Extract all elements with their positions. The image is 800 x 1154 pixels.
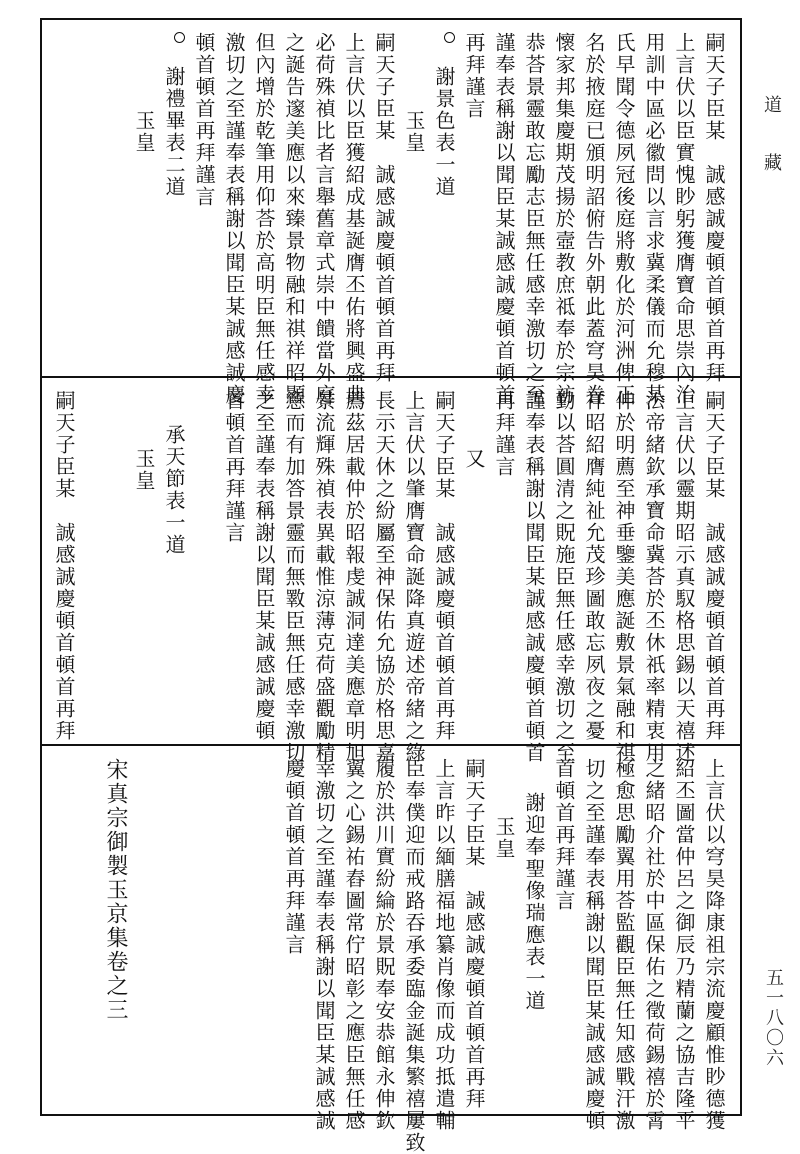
text-column: 首頓首再拜謹言	[222, 390, 246, 544]
deity-title: 玉皇	[132, 448, 156, 492]
text-column: 嗣天子臣某 誠感誠慶頓首頓首再拜	[702, 32, 726, 384]
text-column: 切之至謹奉表稱謝以聞臣某誠感誠慶頓	[582, 758, 606, 1132]
text-column: 嗣天子臣某 誠感誠慶頓首頓首再拜	[702, 390, 726, 742]
text-column: 慶頓首頓首再拜謹言	[282, 758, 306, 956]
text-column: 首頓首再拜謹言	[552, 758, 576, 912]
text-column: 幸激切之至謹奉表稱謝以聞臣某誠感誠	[312, 758, 336, 1132]
text-column: 但內增於乾筆用仰荅於高明臣無任感幸	[252, 32, 276, 406]
text-column: 懷家邦集慶期茂揚於壼教庶祗奉於宗祊	[552, 32, 576, 406]
text-column: 嗣天子臣某 誠感誠慶頓首頓首再拜	[462, 758, 486, 1110]
source-label: 道藏	[761, 95, 782, 211]
deity-title: 玉皇	[132, 110, 156, 154]
text-column: 再拜謹言	[492, 390, 516, 478]
text-column: 翼之心錫祐舂圖常佇昭彰之應臣無任感	[342, 758, 366, 1132]
text-column: 氏早聞令德夙冠後庭將敷化於河洲俾正	[612, 32, 636, 406]
text-column: 上言伏以穹昊降康祖宗流慶顧惟眇德獲	[702, 758, 726, 1132]
text-column: 嗣天子臣某 誠感誠慶頓首頓首再拜	[52, 390, 76, 742]
text-column: 頓首頓首再拜謹言	[192, 32, 216, 208]
section-title: 謝迎奉聖像瑞應表一道	[522, 792, 546, 1012]
text-column: 上言伏以臣實愧眇躬獲膺寶命思崇內治	[672, 32, 696, 406]
text-column: 再拜謹言	[462, 32, 486, 120]
text-column: 名於掖庭已頒明詔俯告外朝此蓋穹昊眷	[582, 32, 606, 406]
text-column: 謹奉表稱謝以聞臣某誠感誠慶頓首頓首	[492, 32, 516, 406]
text-column: 必荷殊禎比者言舉舊章式崇中饋當外庭	[312, 32, 336, 406]
text-column: 極愈思勵翼用荅監觀臣無任知感戰汗激	[612, 758, 636, 1132]
page-number: 五一八〇六	[763, 968, 784, 1068]
text-column: 上言伏以靈期昭示真馭格思錫以天禧述	[672, 390, 696, 764]
section-title: 又	[462, 448, 486, 470]
panel-2	[42, 378, 740, 764]
text-column: 祥昭紹膺純祉允茂珍圖敢忘夙夜之憂	[582, 390, 606, 742]
text-column: 勤以荅圓清之貺施臣無任感幸激切之至	[552, 390, 576, 764]
text-column: 嗣天子臣某 誠感誠慶頓首頓首再拜	[432, 390, 456, 742]
section-circle-marker	[444, 32, 455, 43]
text-column: 嗣天子臣某 誠感誠慶頓首頓首再拜	[372, 32, 396, 384]
text-column: 激切之至謹奉表稱謝以聞臣某誠感誠慶	[222, 32, 246, 406]
text-column: 臣奉僕迎而戒路吞承委臨金誕集繁禧屢致	[402, 758, 426, 1154]
text-column: 用訓中區必徽問以言求冀柔儀而允穆某	[642, 32, 666, 406]
deity-title: 玉皇	[492, 816, 516, 860]
text-column: 薦茲居載仲於昭報虔誠洞達美應章明旭	[342, 390, 366, 764]
text-column: 謹奉表稱謝以聞臣某誠感誠慶頓首頓首	[522, 390, 546, 764]
text-column: 景流輝殊禎表異載惟涼薄克荷盛觀勵精	[312, 390, 336, 764]
text-column: 恭荅景靈敢忘勵志臣無任感幸激切之至	[522, 32, 546, 406]
text-column: 上言伏以肇膺寶命誕降真遊述帝緒之綠	[402, 390, 426, 764]
section-title: 謝禮畢表二道	[162, 66, 186, 198]
book-title-colophon: 宋真宗御製玉京集卷之三	[103, 758, 128, 1022]
panel-1	[42, 20, 740, 406]
section-title: 承天節表一道	[162, 424, 186, 556]
text-column: 上言昨以緬膳福地纂肖像而成功抵遣輔	[432, 758, 456, 1132]
text-column: 伸於明薦至神垂鑒美應誕敷景氣融和祺	[612, 390, 636, 764]
section-circle-marker	[174, 32, 185, 43]
text-column: 之誕告邃美應以來臻景物融和祺祥昭顯	[282, 32, 306, 406]
panel-3	[42, 746, 740, 1154]
text-column: 之緒昭介社於中區保佑之徵荷錫禧於霄	[642, 758, 666, 1132]
section-title: 謝景色表一道	[432, 66, 456, 198]
text-column: 㳂帝緒欽承寶命冀荅於丕休祇率精衷用	[642, 390, 666, 764]
text-column: 長示天休之紛屬至神保佑允協於格思嘉	[372, 390, 396, 764]
text-column: 紹丕圖當仲呂之御辰乃精蘭之協吉隆平	[672, 758, 696, 1132]
text-column: 之至謹奉表稱謝以聞臣某誠感誠慶頓	[252, 390, 276, 742]
text-column: 上言伏以臣獲紹成基誕膺丕佑將興盛典	[342, 32, 366, 406]
text-column: 意而有加答景靈而無斁臣無任感幸激切	[282, 390, 306, 764]
text-column: 履於洪川實紛綸於景貺奉安恭館永伸欽	[372, 758, 396, 1132]
deity-title: 玉皇	[402, 110, 426, 154]
